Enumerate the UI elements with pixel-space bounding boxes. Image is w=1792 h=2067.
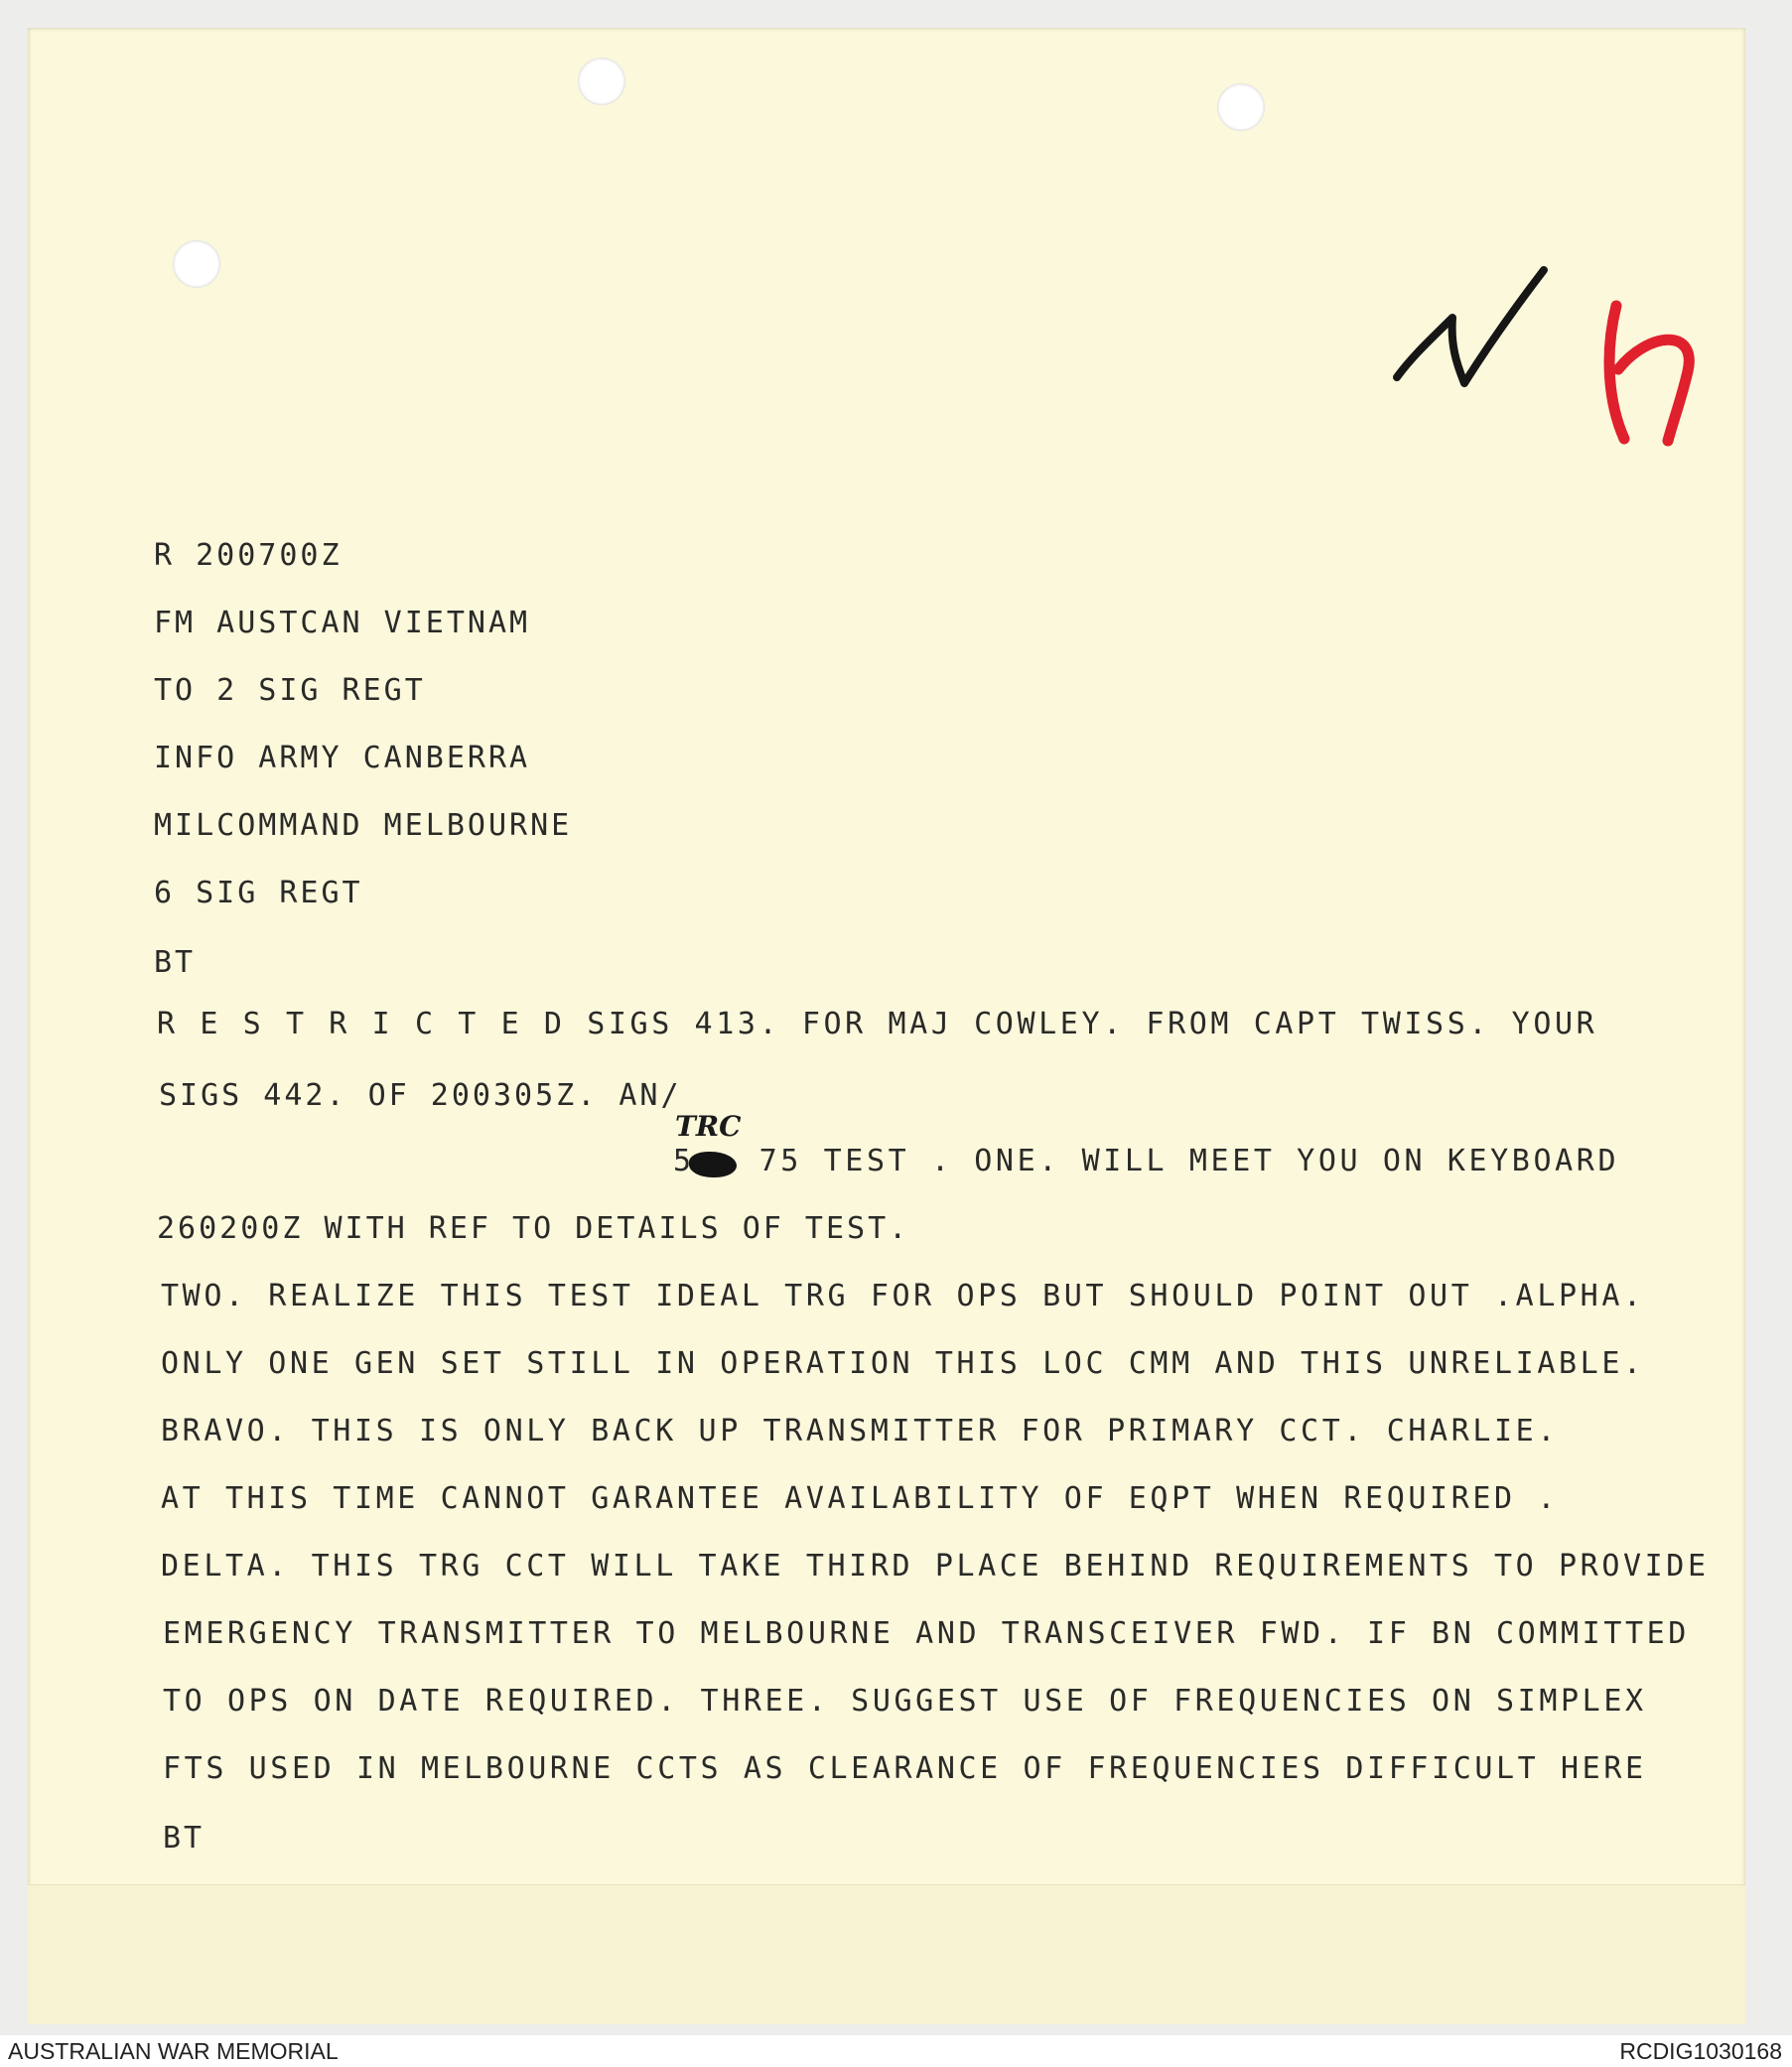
msg-line-break: BT [154, 945, 197, 980]
msg-body-line: BRAVO. THIS IS ONLY BACK UP TRANSMITTER FOR PRIMARY CCT. CHARLIE. [161, 1414, 1559, 1448]
handwritten-correction: TRC [675, 1110, 742, 1143]
msg-body-line: SIGS 442. OF 200305Z. AN/ [159, 1078, 682, 1113]
msg-body-line: DELTA. THIS TRG CCT WILL TAKE THIRD PLACE BEHIND REQUIREMENTS TO PROVIDE [161, 1549, 1710, 1584]
msg-line-info-2: MILCOMMAND MELBOURNE [154, 808, 573, 843]
punch-hole [173, 240, 220, 288]
msg-line-break: BT [163, 1821, 206, 1856]
msg-body-line: 5 75 TEST . ONE. WILL MEET YOU ON KEYBOARD [673, 1144, 1620, 1178]
msg-line-info: INFO ARMY CANBERRA [154, 741, 531, 775]
msg-line-precedence-dtg: R 200700Z [154, 538, 343, 573]
paper-fold [28, 1884, 1745, 2024]
msg-body-line: TWO. REALIZE THIS TEST IDEAL TRG FOR OPS BUT SHOULD POINT OUT .ALPHA. [161, 1279, 1645, 1313]
msg-line-to: TO 2 SIG REGT [154, 673, 426, 708]
handwritten-n-mark [1385, 260, 1564, 399]
msg-body-line: FTS USED IN MELBOURNE CCTS AS CLEARANCE OF FREQUENCIES DIFFICULT HERE [163, 1751, 1647, 1786]
msg-body-line: R E S T R I C T E D SIGS 413. FOR MAJ COWLEY. FROM CAPT TWISS. YOUR [157, 1007, 1598, 1041]
footer-record-id: RCDIG1030168 [1619, 2038, 1782, 2064]
punch-hole [578, 58, 625, 105]
msg-body-line: EMERGENCY TRANSMITTER TO MELBOURNE AND TRANSCEIVER FWD. IF BN COMMITTED [163, 1616, 1690, 1651]
msg-line-info-3: 6 SIG REGT [154, 876, 363, 910]
msg-body-line: AT THIS TIME CANNOT GARANTEE AVAILABILITY OF EQPT WHEN REQUIRED . [161, 1481, 1559, 1516]
footer-archive-name: AUSTRALIAN WAR MEMORIAL [8, 2038, 339, 2064]
msg-body-line: TO OPS ON DATE REQUIRED. THREE. SUGGEST USE OF FREQUENCIES ON SIMPLEX [163, 1684, 1647, 1719]
msg-line-from: FM AUSTCAN VIETNAM [154, 606, 531, 640]
handwritten-red-8-mark [1588, 294, 1718, 453]
punch-hole [1217, 83, 1265, 131]
msg-body-line: ONLY ONE GEN SET STILL IN OPERATION THIS LOC CMM AND THIS UNRELIABLE. [161, 1346, 1645, 1381]
msg-body-line: 260200Z WITH REF TO DETAILS OF TEST. [157, 1211, 910, 1246]
